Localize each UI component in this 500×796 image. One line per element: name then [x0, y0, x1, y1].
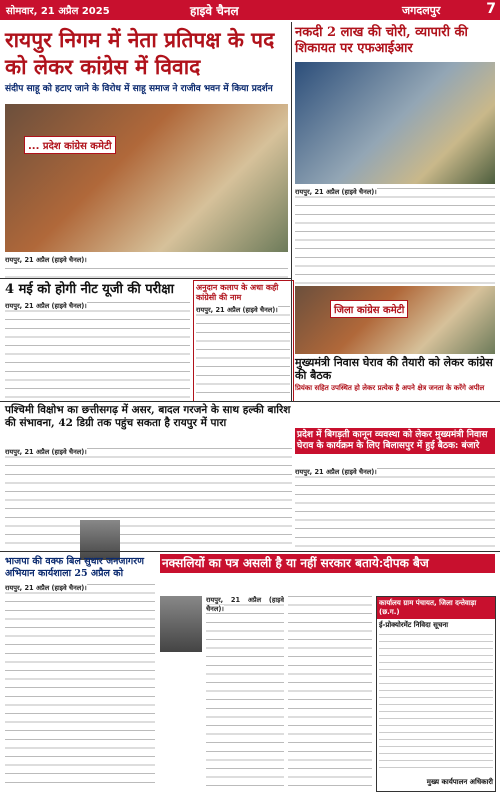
exam-dateline: रायपुर, 21 अप्रैल (हाइवे चैनल)। — [5, 302, 87, 310]
masthead — [0, 0, 500, 20]
weather-body — [5, 448, 292, 548]
weather-photo — [80, 520, 120, 560]
paper-name: हाइवे चैनल — [190, 4, 239, 18]
weather-dateline: रायपुर, 21 अप्रैल (हाइवे चैनल)। — [5, 448, 87, 456]
naxal-dateline: रायपुर, 21 अप्रैल (हाइवे चैनल)। — [206, 596, 284, 613]
theft-headline: नकदी 2 लाख की चोरी, व्यापारी की शिकायत पर एफआईआर — [295, 25, 468, 56]
hostel-dateline: रायपुर, 21 अप्रैल (हाइवे चैनल)। — [196, 306, 278, 314]
cm-house-photo — [295, 286, 495, 354]
bjp-headline: भाजपा की वक्फ बिल सुधार जनजागरण अभियान कार्यशाला 25 अप्रैल को — [5, 556, 145, 579]
naxal-body-2 — [288, 596, 372, 790]
notice-subtitle: ई-प्रोक्योरमेंट निविदा सूचना — [379, 621, 449, 629]
exam-body — [5, 302, 190, 400]
notice-body — [379, 634, 493, 774]
issue-date: सोमवार, 21 अप्रैल 2025 — [6, 6, 110, 17]
lead-dateline: रायपुर, 21 अप्रैल (हाइवे चैनल)। — [5, 256, 87, 264]
naxal-body — [206, 596, 284, 790]
theft-dateline: रायपुर, 21 अप्रैल (हाइवे चैनल)। — [295, 188, 377, 196]
section-rule — [0, 551, 500, 552]
tender-notice — [376, 596, 496, 792]
cm-house-photo-banner: जिला कांग्रेस कमेटी — [330, 300, 408, 318]
bjp-dateline: रायपुर, 21 अप्रैल (हाइवे चैनल)। — [5, 584, 87, 592]
lead-photo — [5, 104, 288, 252]
exam-headline: 4 मई को होगी नीट यूजी की परीक्षा — [5, 282, 174, 297]
notice-footer: मुख्य कार्यपालन अधिकारी — [426, 778, 493, 786]
lead-headline: रायपुर निगम में नेता प्रतिपक्ष के पद को लेकर कांग्रेस में विवाद — [5, 27, 275, 79]
page-number: 7 — [486, 1, 496, 17]
hostel-headline: अनुदान कलाप के अधा कही कांग्रेसी की नाम — [196, 282, 279, 302]
cm-house-headline: मुख्यमंत्री निवास घेराव की तैयारी को लेकर कांग्रेस की बैठक — [295, 356, 493, 382]
hostel-body — [196, 306, 290, 396]
law-headline: प्रदेश में बिगड़ती कानून व्यवस्था को लेकर मुख्यमंत्री निवास घेराव के कार्यक्रम के लिए बिलासपुर में हुई बैठक: बंजारे — [295, 428, 495, 454]
law-body — [295, 468, 495, 548]
theft-body — [295, 188, 495, 284]
section-rule — [0, 278, 292, 279]
column-rule — [291, 22, 292, 402]
city-name: जगदलपुर — [402, 4, 441, 17]
naxal-headline: नक्सलियों का पत्र असली है या नहीं सरकार बताये:दीपक बैज — [160, 554, 495, 573]
naxal-photo — [160, 596, 202, 652]
cm-house-subhead: प्रियंका सहित उपस्थित हो लेकर प्रत्येक है अपने क्षेत्र जनता के करेंगे अपील — [295, 383, 485, 392]
weather-headline: पश्चिमी विक्षोभ का छत्तीसगढ़ में असर, बादल गरजने के साथ हल्की बारिश की संभावना, 42 डिग्री तक पहुंच सकता है रायपुर में पारा — [5, 404, 291, 429]
section-rule — [0, 401, 500, 402]
theft-photo — [295, 62, 495, 184]
bjp-body — [5, 584, 155, 790]
lead-subhead: संदीप साहू को हटाए जाने के विरोध में साहू समाज ने राजीव भवन में किया प्रदर्शन — [5, 84, 273, 94]
law-dateline: रायपुर, 21 अप्रैल (हाइवे चैनल)। — [295, 468, 377, 476]
lead-photo-banner: ... प्रदेश कांग्रेस कमेटी — [24, 136, 116, 154]
notice-title: कार्यालय ग्राम पंचायत, जिला दन्तेवाड़ा (छ.ग.) — [377, 597, 495, 619]
